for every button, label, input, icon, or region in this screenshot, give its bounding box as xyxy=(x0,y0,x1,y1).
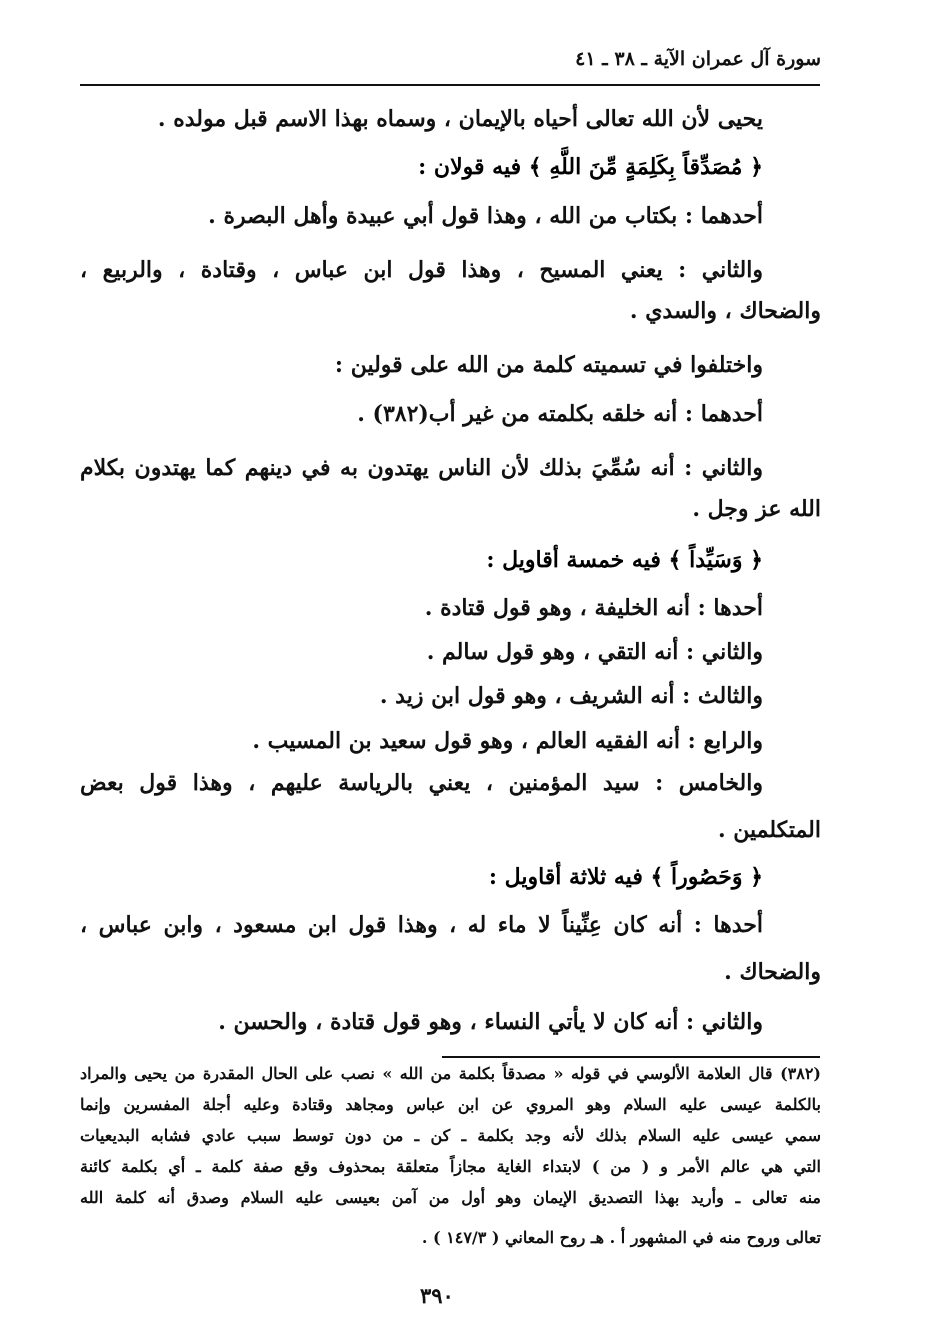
quran-verse-line: ﴿ وَسَيِّداً ﴾ فيه خمسة أقاويل : xyxy=(486,547,763,573)
footnote-line: بالكلمة عيسى عليه السلام وهو المروي عن ابن عباس ومجاهد وقتادة وعليه أجلة المفسرين وإنما xyxy=(80,1095,821,1114)
footnote-line: التي هي عالم الأمر و ( من ) لابتداء الغاية مجازاً متعلقة بمحذوف وقع صفة كلمة ـ أي بكلمة كائنة xyxy=(80,1157,821,1176)
body-line: الله عز وجل . xyxy=(692,496,821,522)
page-number: ٣٩٠ xyxy=(420,1283,454,1308)
body-line: والضحاك . xyxy=(724,959,821,985)
body-line: والثاني : أنه كان لا يأتي النساء ، وهو قول قتادة ، والحسن . xyxy=(218,1009,763,1035)
body-line: المتكلمين . xyxy=(717,817,821,843)
footnote-line: تعالى وروح منه في المشهور أ . هـ روح المعاني ( ١٤٧/٣ ) . xyxy=(421,1228,821,1247)
body-line: والرابع : أنه الفقيه العالم ، وهو قول سعيد بن المسيب . xyxy=(252,728,763,754)
body-line: أحدهما : أنه خلقه بكلمته من غير أب(٣٨٢) . xyxy=(357,401,763,427)
footnote-line: منه تعالى ـ وأريد بهذا التصديق الإيمان وهو أول من آمن بعيسى عليه السلام وصدق أنه كلمة الله xyxy=(80,1188,821,1207)
quran-verse-line: ﴿ وَحَصُوراً ﴾ فيه ثلاثة أقاويل : xyxy=(488,864,763,890)
quran-verse-line: ﴿ مُصَدِّقاً بِكَلِمَةٍ مِّنَ اللَّهِ ﴾ فيه قولان : xyxy=(418,154,763,180)
body-line: والخامس : سيد المؤمنين ، يعني بالرياسة عليهم ، وهذا قول بعض xyxy=(80,770,763,796)
body-line: أحدهما : بكتاب من الله ، وهذا قول أبي عبيدة وأهل البصرة . xyxy=(208,203,763,229)
header-rule xyxy=(80,84,820,86)
body-line: والضحاك ، والسدي . xyxy=(629,298,821,324)
body-line: أحدها : أنه الخليفة ، وهو قول قتادة . xyxy=(424,595,763,621)
body-line: واختلفوا في تسميته كلمة من الله على قولين : xyxy=(334,352,763,378)
footnote-line: (٣٨٢) قال العلامة الألوسي في قوله « مصدقاً بكلمة من الله » نصب على الحال المقدرة من يحيى والمراد xyxy=(80,1064,821,1083)
body-line: يحيى لأن الله تعالى أحياه بالإيمان ، وسماه بهذا الاسم قبل مولده . xyxy=(157,106,763,132)
body-line: أحدها : أنه كان عِنِّيناً لا ماء له ، وهذا قول ابن مسعود ، وابن عباس ، xyxy=(80,912,763,938)
body-line: والثاني : أنه التقي ، وهو قول سالم . xyxy=(426,639,763,665)
running-head: سورة آل عمران الآية ـ ٣٨ ـ ٤١ xyxy=(575,48,821,70)
body-line: والثالث : أنه الشريف ، وهو قول ابن زيد . xyxy=(379,683,763,709)
footnote-rule xyxy=(442,1056,820,1058)
body-line: والثاني : يعني المسيح ، وهذا قول ابن عباس ، وقتادة ، والربيع ، xyxy=(80,257,763,283)
body-line: والثاني : أنه سُمِّيَ بذلك لأن الناس يهتدون به في دينهم كما يهتدون بكلام xyxy=(80,455,763,481)
footnote-line: سمي عيسى عليه السلام بذلك لأنه وجد بكلمة ـ كن ـ من دون توسط سبب عادي فشابه البديعيات xyxy=(80,1126,821,1145)
